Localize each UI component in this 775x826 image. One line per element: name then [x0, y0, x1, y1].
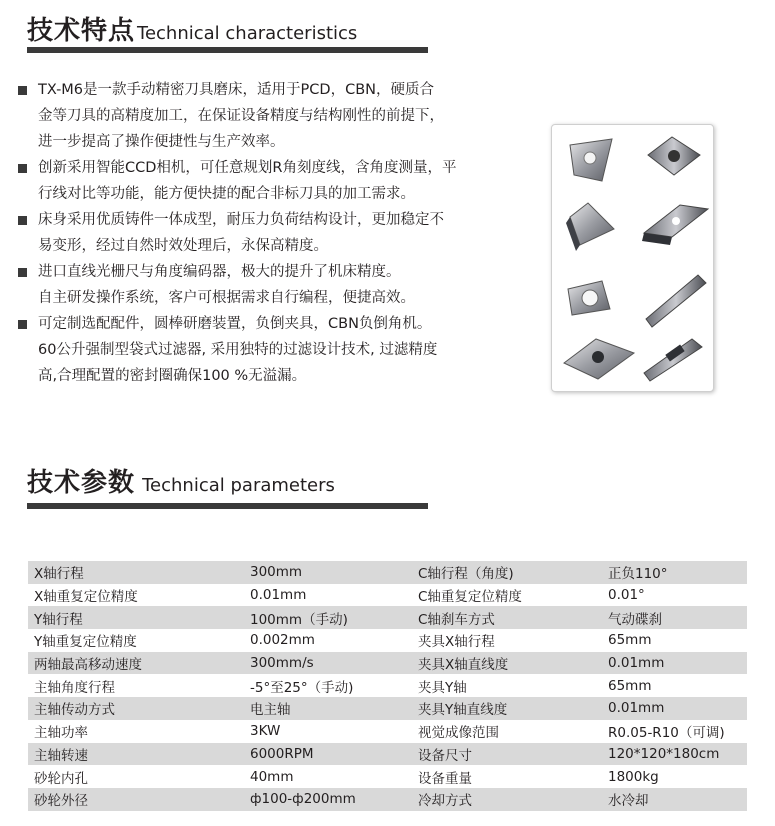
section-underline-bar	[27, 47, 428, 53]
param-value-cell: 1800kg	[602, 765, 747, 788]
param-value-cell: 0.01mm	[244, 584, 412, 607]
table-row	[28, 788, 747, 811]
bullet-square-icon	[18, 268, 27, 277]
section-title	[27, 470, 335, 496]
insert-rhombic-hole-icon	[564, 339, 634, 379]
table-row	[28, 720, 747, 743]
param-name-cell: 冷却方式	[412, 788, 602, 811]
param-value-cell: 电主轴	[244, 697, 412, 720]
param-name-cell: C轴重复定位精度	[412, 584, 602, 607]
param-name-cell: C轴刹车方式	[412, 606, 602, 629]
table-row	[28, 674, 747, 697]
bullet-square-icon	[18, 320, 27, 329]
feature-line: 创新采用智能CCD相机，可任意规划R角刻度线，含角度测量，平	[38, 160, 457, 176]
param-value-cell: 正负110°	[602, 561, 747, 584]
feature-item	[18, 207, 538, 259]
bullet-square-icon	[18, 164, 27, 173]
feature-item	[18, 77, 538, 155]
param-value-cell: 65mm	[602, 629, 747, 652]
insert-square-hole-icon	[568, 281, 610, 315]
param-value-cell: 300mm/s	[244, 652, 412, 675]
param-value-cell: ф100-ф200mm	[244, 788, 412, 811]
param-name-cell: 视觉成像范围	[412, 720, 602, 743]
param-name-cell: 主轴传动方式	[28, 697, 244, 720]
feature-item	[18, 155, 538, 207]
param-value-cell: 40mm	[244, 765, 412, 788]
cutting-inserts-photo	[551, 124, 714, 392]
feature-line: 可定制选配配件，圆棒研磨装置，负倒夹具，CBN负倒角机。	[38, 316, 432, 332]
feature-line: 进一步提高了操作便捷性与生产效率。	[38, 134, 285, 150]
param-value-cell: 水冷却	[602, 788, 747, 811]
table-row	[28, 561, 747, 584]
param-value-cell: 6000RPM	[244, 743, 412, 766]
feature-line: 自主研发操作系统，客户可根据需求自行编程，便捷高效。	[38, 290, 415, 306]
param-name-cell: Y轴重复定位精度	[28, 629, 244, 652]
insert-triangle-icon	[570, 139, 612, 181]
param-value-cell: 3KW	[244, 720, 412, 743]
table-row	[28, 743, 747, 766]
param-value-cell: 0.002mm	[244, 629, 412, 652]
feature-line: 高,合理配置的密封圈确保100 %无溢漏。	[38, 368, 307, 384]
insert-diamond-icon	[566, 203, 614, 251]
feature-list	[18, 77, 538, 389]
section-title-en: Technical parameters	[142, 475, 335, 496]
feature-item	[18, 311, 538, 389]
section-header-parameters	[27, 470, 335, 496]
param-name-cell: 设备尺寸	[412, 743, 602, 766]
param-name-cell: 夹具Y轴直线度	[412, 697, 602, 720]
param-value-cell: 65mm	[602, 674, 747, 697]
feature-line: 行线对比等功能，能方便快捷的配合非标刀具的加工需求。	[38, 186, 415, 202]
insert-grooving-icon	[646, 275, 706, 327]
param-value-cell: 0.01mm	[602, 697, 747, 720]
bullet-square-icon	[18, 86, 27, 95]
insert-parting-icon	[644, 339, 702, 381]
feature-line: TX-M6是一款手动精密刀具磨床，适用于PCD，CBN，硬质合	[38, 82, 434, 98]
param-name-cell: 砂轮外径	[28, 788, 244, 811]
param-name-cell: 夹具X轴直线度	[412, 652, 602, 675]
table-row	[28, 697, 747, 720]
param-name-cell: X轴重复定位精度	[28, 584, 244, 607]
section-underline-bar	[27, 503, 428, 509]
param-name-cell: 夹具Y轴	[412, 674, 602, 697]
inserts-illustration	[552, 125, 715, 393]
feature-item	[18, 259, 538, 311]
param-name-cell: 两轴最高移动速度	[28, 652, 244, 675]
param-value-cell: 120*120*180cm	[602, 743, 747, 766]
insert-rhombus-icon	[642, 205, 708, 245]
param-name-cell: C轴行程（角度)	[412, 561, 602, 584]
table-row	[28, 629, 747, 652]
feature-line: 易变形，经过自然时效处理后，永保高精度。	[38, 238, 328, 254]
param-name-cell: 设备重量	[412, 765, 602, 788]
param-name-cell: Y轴行程	[28, 606, 244, 629]
param-value-cell: 气动碟刹	[602, 606, 747, 629]
param-value-cell: R0.05-R10（可调)	[602, 720, 747, 743]
param-name-cell: 主轴功率	[28, 720, 244, 743]
param-name-cell: 夹具X轴行程	[412, 629, 602, 652]
section-title	[27, 18, 357, 44]
table-row	[28, 584, 747, 607]
param-value-cell: 300mm	[244, 561, 412, 584]
param-name-cell: 主轴转速	[28, 743, 244, 766]
bullet-square-icon	[18, 216, 27, 225]
table-row	[28, 765, 747, 788]
param-value-cell: 100mm（手动)	[244, 606, 412, 629]
param-value-cell: 0.01°	[602, 584, 747, 607]
section-title-cn: 技术参数	[27, 468, 136, 498]
feature-line: 60公升强制型袋式过滤器, 采用独特的过滤设计技术, 过滤精度	[38, 342, 438, 358]
table-row	[28, 606, 747, 629]
section-title-cn: 技术特点	[27, 16, 136, 46]
table-row	[28, 652, 747, 675]
insert-square-icon	[648, 137, 700, 175]
feature-line: 金等刀具的高精度加工，在保证设备精度与结构刚性的前提下，	[38, 108, 444, 124]
section-header-characteristics	[27, 18, 357, 44]
param-value-cell: 0.01mm	[602, 652, 747, 675]
param-value-cell: -5°至25°（手动)	[244, 674, 412, 697]
parameters-table	[28, 561, 747, 811]
param-name-cell: X轴行程	[28, 561, 244, 584]
section-title-en: Technical characteristics	[137, 23, 358, 44]
feature-line: 床身采用优质铸件一体成型，耐压力负荷结构设计，更加稳定不	[38, 212, 444, 228]
param-name-cell: 砂轮内孔	[28, 765, 244, 788]
param-name-cell: 主轴角度行程	[28, 674, 244, 697]
feature-line: 进口直线光栅尺与角度编码器，极大的提升了机床精度。	[38, 264, 401, 280]
